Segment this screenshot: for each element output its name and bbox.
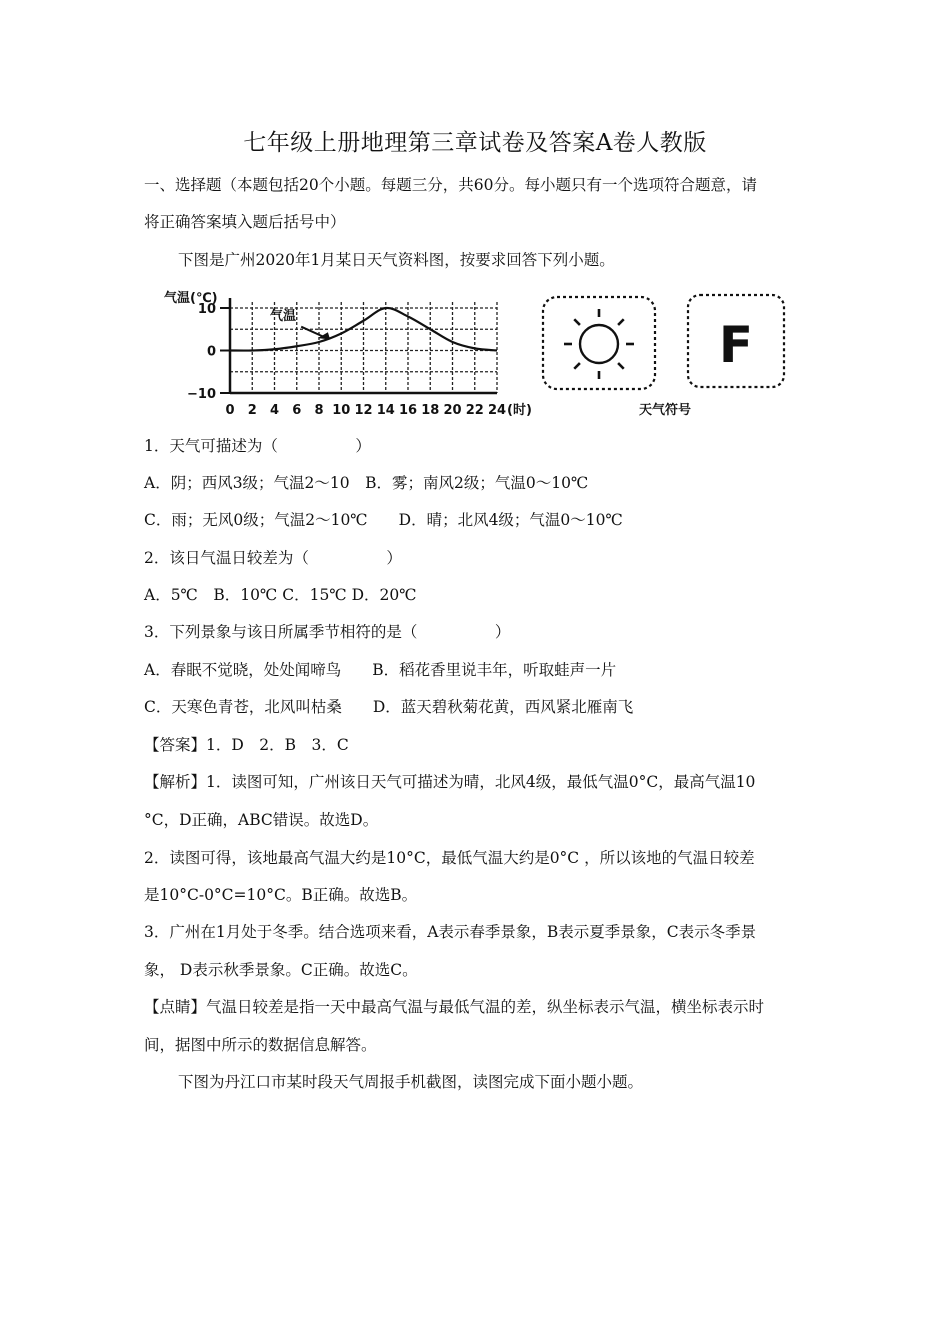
x-tick-label: 8	[314, 403, 324, 418]
x-tick-label: 0	[225, 403, 235, 418]
answer-line: 【答案】1．D 2．B 3．C	[144, 736, 349, 754]
question-1-options-cd: C．雨；无风0级；气温2～10℃ D．晴；北风4级；气温0～10℃	[144, 511, 623, 529]
x-tick-label: 20	[443, 403, 462, 418]
weather-figure	[160, 288, 800, 423]
analysis-line-6: 象， D表示秋季景象。C正确。故选C。	[144, 961, 418, 979]
sun-ray	[574, 363, 580, 369]
analysis-line-4: 是10°C-0°C=10°C。B正确。故选B。	[144, 886, 418, 904]
section-heading-line2: 将正确答案填入题后括号中）	[144, 213, 346, 231]
x-tick-label: 24	[487, 403, 507, 418]
question-3-stem: 3．下列景象与该日所属季节相符的是（ ）	[144, 623, 511, 641]
y-tick-label: 0	[206, 344, 216, 360]
y-tick-label: −10	[187, 387, 216, 402]
analysis-line-3: 2．读图可得，该地最高气温大约是10°C，最低气温大约是0°C ，所以该地的气温日较差	[144, 849, 755, 867]
analysis-line-2: °C，D正确，ABC错误。故选D。	[144, 811, 379, 829]
section-heading-line1: 一、选择题（本题包括20个小题。每题三分，共60分。每小题只有一个选项符合题意，请	[144, 176, 757, 194]
x-tick-label: 10	[332, 403, 351, 418]
question-2-options: A．5℃ B．10℃ C．15℃ D．20℃	[144, 586, 417, 604]
question-2-stem: 2．该日气温日较差为（ ）	[144, 549, 402, 567]
x-tick-label: 14	[376, 403, 395, 418]
sun-ray	[618, 319, 624, 325]
sun-ray	[574, 319, 580, 325]
analysis-line-1: 【解析】1．读图可知，广州该日天气可描述为晴，北风4级，最低气温0°C，最高气温10	[144, 773, 756, 791]
weather-symbol-label: 天气符号	[638, 403, 692, 418]
y-tick-label: 10	[197, 302, 216, 317]
page-title: 七年级上册地理第三章试卷及答案A卷人教版	[243, 130, 707, 156]
sun-ray	[618, 363, 624, 369]
x-tick-label: 22	[465, 403, 484, 418]
x-tick-label: 6	[292, 403, 302, 418]
x-tick-label: 12	[354, 403, 373, 418]
question-3-options-ab: A．春眠不觉晓，处处闻啼鸟 B．稻花香里说丰年，听取蛙声一片	[144, 661, 617, 679]
x-tick-label: 18	[421, 403, 440, 418]
x-tick-label: 2	[247, 403, 257, 418]
wind-symbol-glyph: F	[718, 316, 754, 374]
tip-line-2: 间，据图中所示的数据信息解答。	[144, 1036, 377, 1054]
x-tick-label: 4	[269, 403, 280, 418]
temperature-chart	[160, 288, 800, 423]
question-3-options-cd: C．天寒色青苍，北风叫枯桑 D．蓝天碧秋菊花黄，西风紧北雁南飞	[144, 698, 634, 716]
question-1-stem: 1．天气可描述为（ ）	[144, 437, 371, 455]
sun-icon	[580, 325, 618, 363]
x-axis-label: (时)	[507, 403, 532, 418]
analysis-line-5: 3．广州在1月处于冬季。结合选项来看，A表示春季景象，B表示夏季景象，C表示冬季景	[144, 923, 757, 941]
y-axis-label: 气温(℃)	[164, 291, 218, 306]
intro-paragraph-2: 下图为丹江口市某时段天气周报手机截图，读图完成下面小题小题。	[178, 1073, 644, 1091]
series-label: 气温	[270, 308, 297, 324]
question-1-options-ab: A．阴；西风3级；气温2～10 B．雾；南风2级；气温0～10℃	[144, 474, 589, 492]
x-tick-label: 16	[398, 403, 418, 418]
intro-paragraph: 下图是广州2020年1月某日天气资料图，按要求回答下列小题。	[178, 251, 615, 269]
tip-line-1: 【点睛】气温日较差是指一天中最高气温与最低气温的差，纵坐标表示气温，横坐标表示时	[144, 998, 765, 1016]
